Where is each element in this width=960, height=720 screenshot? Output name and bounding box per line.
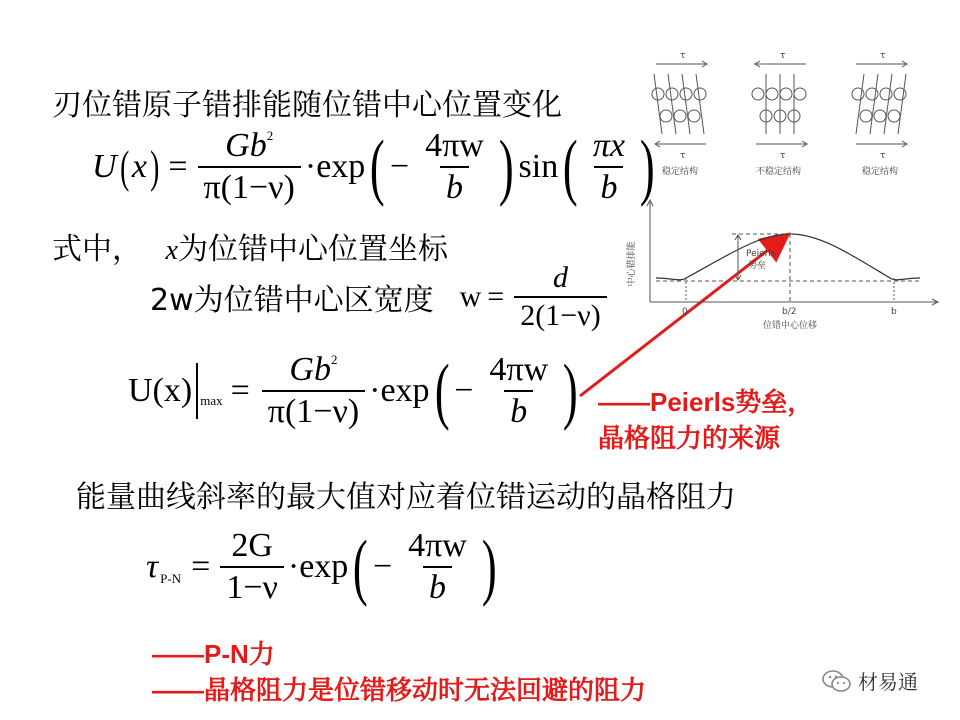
eq3-minus: − — [372, 547, 393, 585]
eq1-exp-num: 4πw — [425, 127, 484, 164]
watermark — [822, 666, 918, 695]
where-text: 为位错中心位置坐标 — [177, 232, 448, 267]
config-label-2: 不稳定结构 — [756, 167, 802, 177]
eq1-sin: sin — [518, 147, 559, 185]
eq1-sin-num: πx — [592, 127, 625, 164]
eq2-den: π(1−ν) — [262, 390, 365, 430]
x-tick-0: 0 — [682, 307, 688, 317]
eq2-lhs: U(x) — [128, 371, 193, 409]
config-stable-left — [652, 51, 707, 177]
pn-note — [152, 636, 646, 708]
eq1-den-pi: π — [203, 168, 221, 206]
eq2-num: Gb — [289, 351, 331, 388]
eq3-exp: ·exp — [287, 547, 349, 585]
eq1-sin-den: b — [594, 166, 623, 206]
watermark-text: 材易通 — [858, 670, 918, 694]
peierls-note-line2: 晶格阻力的来源 — [598, 423, 781, 453]
eq3-num: 2G — [231, 527, 273, 564]
width-lhs: w — [459, 279, 482, 313]
pn-force-equation: τ P-N = $\frac{2G}{1-\nu}$ ·exp ( − $\frac{4\pi w}{b}$ ) — [146, 525, 497, 608]
energy-equation: U ( x ) = $\frac{Gb^2}{\pi(1-\nu)}$ ·exp ( − $\frac{4\pi w}{b}$ ) sin ( $\frac{\pi x}{b}$ ) — [92, 125, 655, 208]
eq2-equals: = — [230, 371, 250, 409]
dislocation-configs-figure — [644, 48, 944, 178]
peak-label-2: 势垒 — [748, 261, 767, 271]
peak-label-1: Peierls — [746, 249, 776, 259]
eq1-num: Gb — [225, 127, 267, 164]
slide-heading: 刃位错原子错排能随位错中心位置变化 — [52, 88, 562, 123]
where-label: 式中， — [52, 232, 142, 267]
tau-label-top-2: τ — [780, 51, 786, 61]
slope-text: 能量曲线斜率的最大值对应着位错运动的晶格阻力 — [76, 480, 736, 515]
width-equals: = — [487, 279, 505, 313]
eq1-minus: − — [389, 147, 410, 185]
eq2-exp-num: 4πw — [489, 351, 549, 388]
eq1-exp: ·exp — [304, 147, 366, 185]
where-var: x — [165, 235, 178, 266]
eq3-exp-num: 4πw — [408, 527, 467, 564]
tau-label-top-1: τ — [680, 51, 686, 61]
config-label-1: 稳定结构 — [662, 167, 699, 177]
config-label-3: 稳定结构 — [862, 167, 899, 177]
max-energy-equation: U(x) max = $\frac{Gb^2}{\pi(1-\nu)}$ ·exp ( − $\frac{4\pi w}{b}$ ) — [128, 349, 578, 432]
pn-note-line1: ——P-N力 — [152, 639, 275, 669]
eq2-num-sup: 2 — [330, 352, 338, 367]
eq3-den: 1−ν — [220, 566, 284, 606]
eq1-U: U — [92, 147, 117, 185]
eq2-exp: ·exp — [369, 371, 430, 409]
energy-curve-figure — [620, 194, 944, 334]
width-num: d — [552, 261, 568, 294]
tau-label-bottom-1: τ — [680, 151, 686, 161]
x-tick-b: b — [891, 307, 897, 317]
eq2-sub: max — [200, 393, 223, 409]
eq3-fraction — [220, 528, 284, 605]
eq2-minus: − — [454, 371, 474, 409]
x-tick-half: b/2 — [782, 307, 797, 317]
tau-label-top-3: τ — [880, 51, 886, 61]
eq1-num-sup: 2 — [266, 128, 274, 143]
width-text: 2w为位错中心区宽度 — [150, 282, 434, 318]
wechat-icon — [822, 669, 852, 693]
eq3-tau: τ — [146, 547, 159, 585]
eq1-den-rest: (1−ν) — [220, 168, 295, 206]
eq3-exp-fraction — [402, 528, 473, 605]
y-axis-label: 中心错排能 — [627, 241, 637, 287]
eq1-x: x — [131, 147, 147, 185]
pn-note-line2: ——晶格阻力是位错移动时无法回避的阻力 — [152, 675, 647, 705]
tau-label-bottom-3: τ — [880, 151, 886, 161]
eq3-equals: = — [191, 547, 211, 585]
tau-label-bottom-2: τ — [780, 151, 786, 161]
eq1-exp-den: b — [440, 166, 469, 206]
width-den: 2(1−ν) — [514, 296, 606, 332]
x-axis-label: 位错中心位移 — [762, 321, 818, 331]
config-stable-right — [852, 51, 907, 177]
eq3-sub: P-N — [160, 571, 182, 587]
eq1-equals: = — [168, 147, 188, 185]
eq2-exp-den: b — [504, 390, 533, 430]
peierls-note-line1: ——Peierls势垒， — [598, 387, 814, 417]
energy-curve — [656, 234, 920, 280]
eq3-exp-den: b — [423, 566, 452, 606]
config-unstable — [752, 51, 807, 177]
